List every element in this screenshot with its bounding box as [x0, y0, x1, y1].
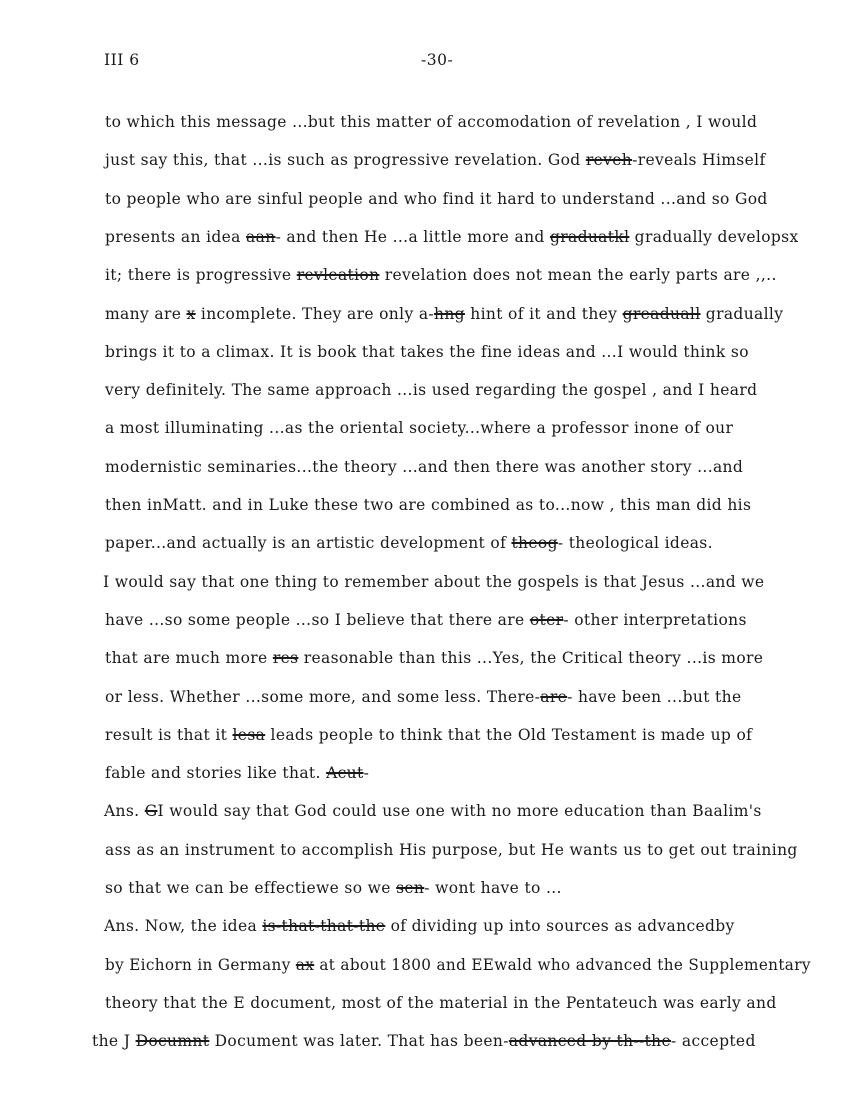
text-line — [105, 993, 777, 1013]
text-run: I would say that one thing to remember about the gospels is that Jesus ...and we — [103, 573, 765, 591]
text-run: - other interpretations — [563, 611, 747, 629]
text-line — [105, 687, 742, 707]
struck-text: lesa — [232, 726, 266, 744]
struck-text: revleation — [296, 266, 380, 284]
text-run: hint of it and they — [464, 305, 623, 323]
struck-text: Acut — [326, 764, 364, 782]
text-run: have ...so some people ...so I believe that there are — [105, 611, 530, 629]
text-run: gradually — [700, 305, 784, 323]
struck-text: oter — [529, 611, 564, 629]
struck-text: res — [272, 649, 299, 667]
text-line — [105, 227, 799, 247]
struck-text: aan — [246, 228, 276, 246]
struck-text: x — [186, 305, 196, 323]
text-run: paper...and actually is an artistic development of — [105, 534, 512, 552]
text-line — [104, 916, 735, 936]
text-run: just say this, that ...is such as progressive revelation. God — [105, 151, 586, 169]
struck-text: graduatkl — [549, 228, 630, 246]
text-line — [105, 648, 763, 668]
struck-text: is-that-that-the — [262, 917, 386, 935]
text-run: reasonable than this ...Yes, the Critical theory ...is more — [298, 649, 764, 667]
text-run: Ans. Now, the idea — [104, 917, 263, 935]
struck-text: hng — [434, 305, 465, 323]
text-run: Document was later. That has been- — [209, 1032, 509, 1050]
struck-text: sen — [396, 879, 425, 897]
text-run: or less. Whether ...some more, and some less. There- — [105, 688, 541, 706]
text-line — [105, 342, 749, 362]
text-run: -reveals Himself — [632, 151, 766, 169]
struck-text: G — [144, 802, 158, 820]
text-run: revelation does not mean the early parts are ,,.. — [379, 266, 777, 284]
text-run: a most illuminating ...as the oriental society...where a professor inone of our — [105, 419, 734, 437]
text-run: to which this message ...but this matter of accomodation of revelation , I would — [105, 113, 758, 131]
text-line — [105, 840, 798, 860]
text-run: - theological ideas. — [557, 534, 713, 552]
text-line — [105, 150, 766, 170]
text-run: it; there is progressive — [105, 266, 297, 284]
text-run: gradually developsx — [629, 228, 799, 246]
text-line — [105, 763, 369, 783]
text-line — [105, 457, 743, 477]
text-run: leads people to think that the Old Testament is made up of — [265, 726, 753, 744]
text-run: I would say that God could use one with no more education than Baalim's — [157, 802, 762, 820]
text-run: many are — [105, 305, 187, 323]
text-line — [105, 189, 768, 209]
text-line — [105, 380, 757, 400]
text-line — [104, 801, 762, 821]
text-run: fable and stories like that. — [105, 764, 327, 782]
text-run: Ans. — [104, 802, 145, 820]
struck-text: are — [540, 688, 568, 706]
struck-text: advanced by th--the — [508, 1032, 672, 1050]
struck-text: ax — [295, 956, 315, 974]
text-run: of dividing up into sources as advancedby — [385, 917, 735, 935]
text-line — [105, 304, 783, 324]
page-number: -30- — [421, 51, 454, 69]
text-line — [105, 112, 757, 132]
text-run: ass as an instrument to accomplish His purpose, but He wants us to get out training — [105, 841, 798, 859]
struck-text: reveh — [585, 151, 633, 169]
text-run: to people who are sinful people and who find it hard to understand ...and so God — [105, 190, 768, 208]
text-line — [105, 725, 752, 745]
text-line — [105, 878, 562, 898]
text-line — [105, 533, 713, 553]
text-run: then inMatt. and in Luke these two are combined as to...now , this man did his — [105, 496, 752, 514]
text-line — [103, 572, 764, 592]
text-run: result is that it — [105, 726, 233, 744]
struck-text: greaduall — [622, 305, 701, 323]
text-run: modernistic seminaries...the theory ...and then there was another story ...and — [105, 458, 744, 476]
text-run: incomplete. They are only a- — [195, 305, 435, 323]
text-line — [105, 265, 777, 285]
text-line — [92, 1031, 756, 1051]
text-line — [105, 955, 811, 975]
text-run: - accepted — [671, 1032, 756, 1050]
text-run: - have been ...but the — [567, 688, 742, 706]
section-label: III 6 — [104, 51, 140, 69]
text-run: so that we can be effectiewe so we — [105, 879, 397, 897]
text-line — [105, 610, 747, 630]
struck-text: Documnt — [135, 1032, 210, 1050]
text-run: by Eichorn in Germany — [105, 956, 296, 974]
text-run: - — [363, 764, 370, 782]
text-run: that are much more — [105, 649, 273, 667]
struck-text: theog — [511, 534, 558, 552]
text-run: brings it to a climax. It is book that takes the fine ideas and ...I would think so — [105, 343, 749, 361]
text-run: - and then He ...a little more and — [275, 228, 550, 246]
text-run: very definitely. The same approach ...is used regarding the gospel , and I heard — [105, 381, 758, 399]
text-line — [105, 418, 733, 438]
text-run: presents an idea — [105, 228, 247, 246]
text-run: the J — [92, 1032, 136, 1050]
text-run: theory that the E document, most of the material in the Pentateuch was early and — [105, 994, 777, 1012]
text-line — [105, 495, 751, 515]
text-run: at about 1800 and EEwald who advanced the Supplementary — [314, 956, 811, 974]
text-run: - wont have to ... — [424, 879, 562, 897]
